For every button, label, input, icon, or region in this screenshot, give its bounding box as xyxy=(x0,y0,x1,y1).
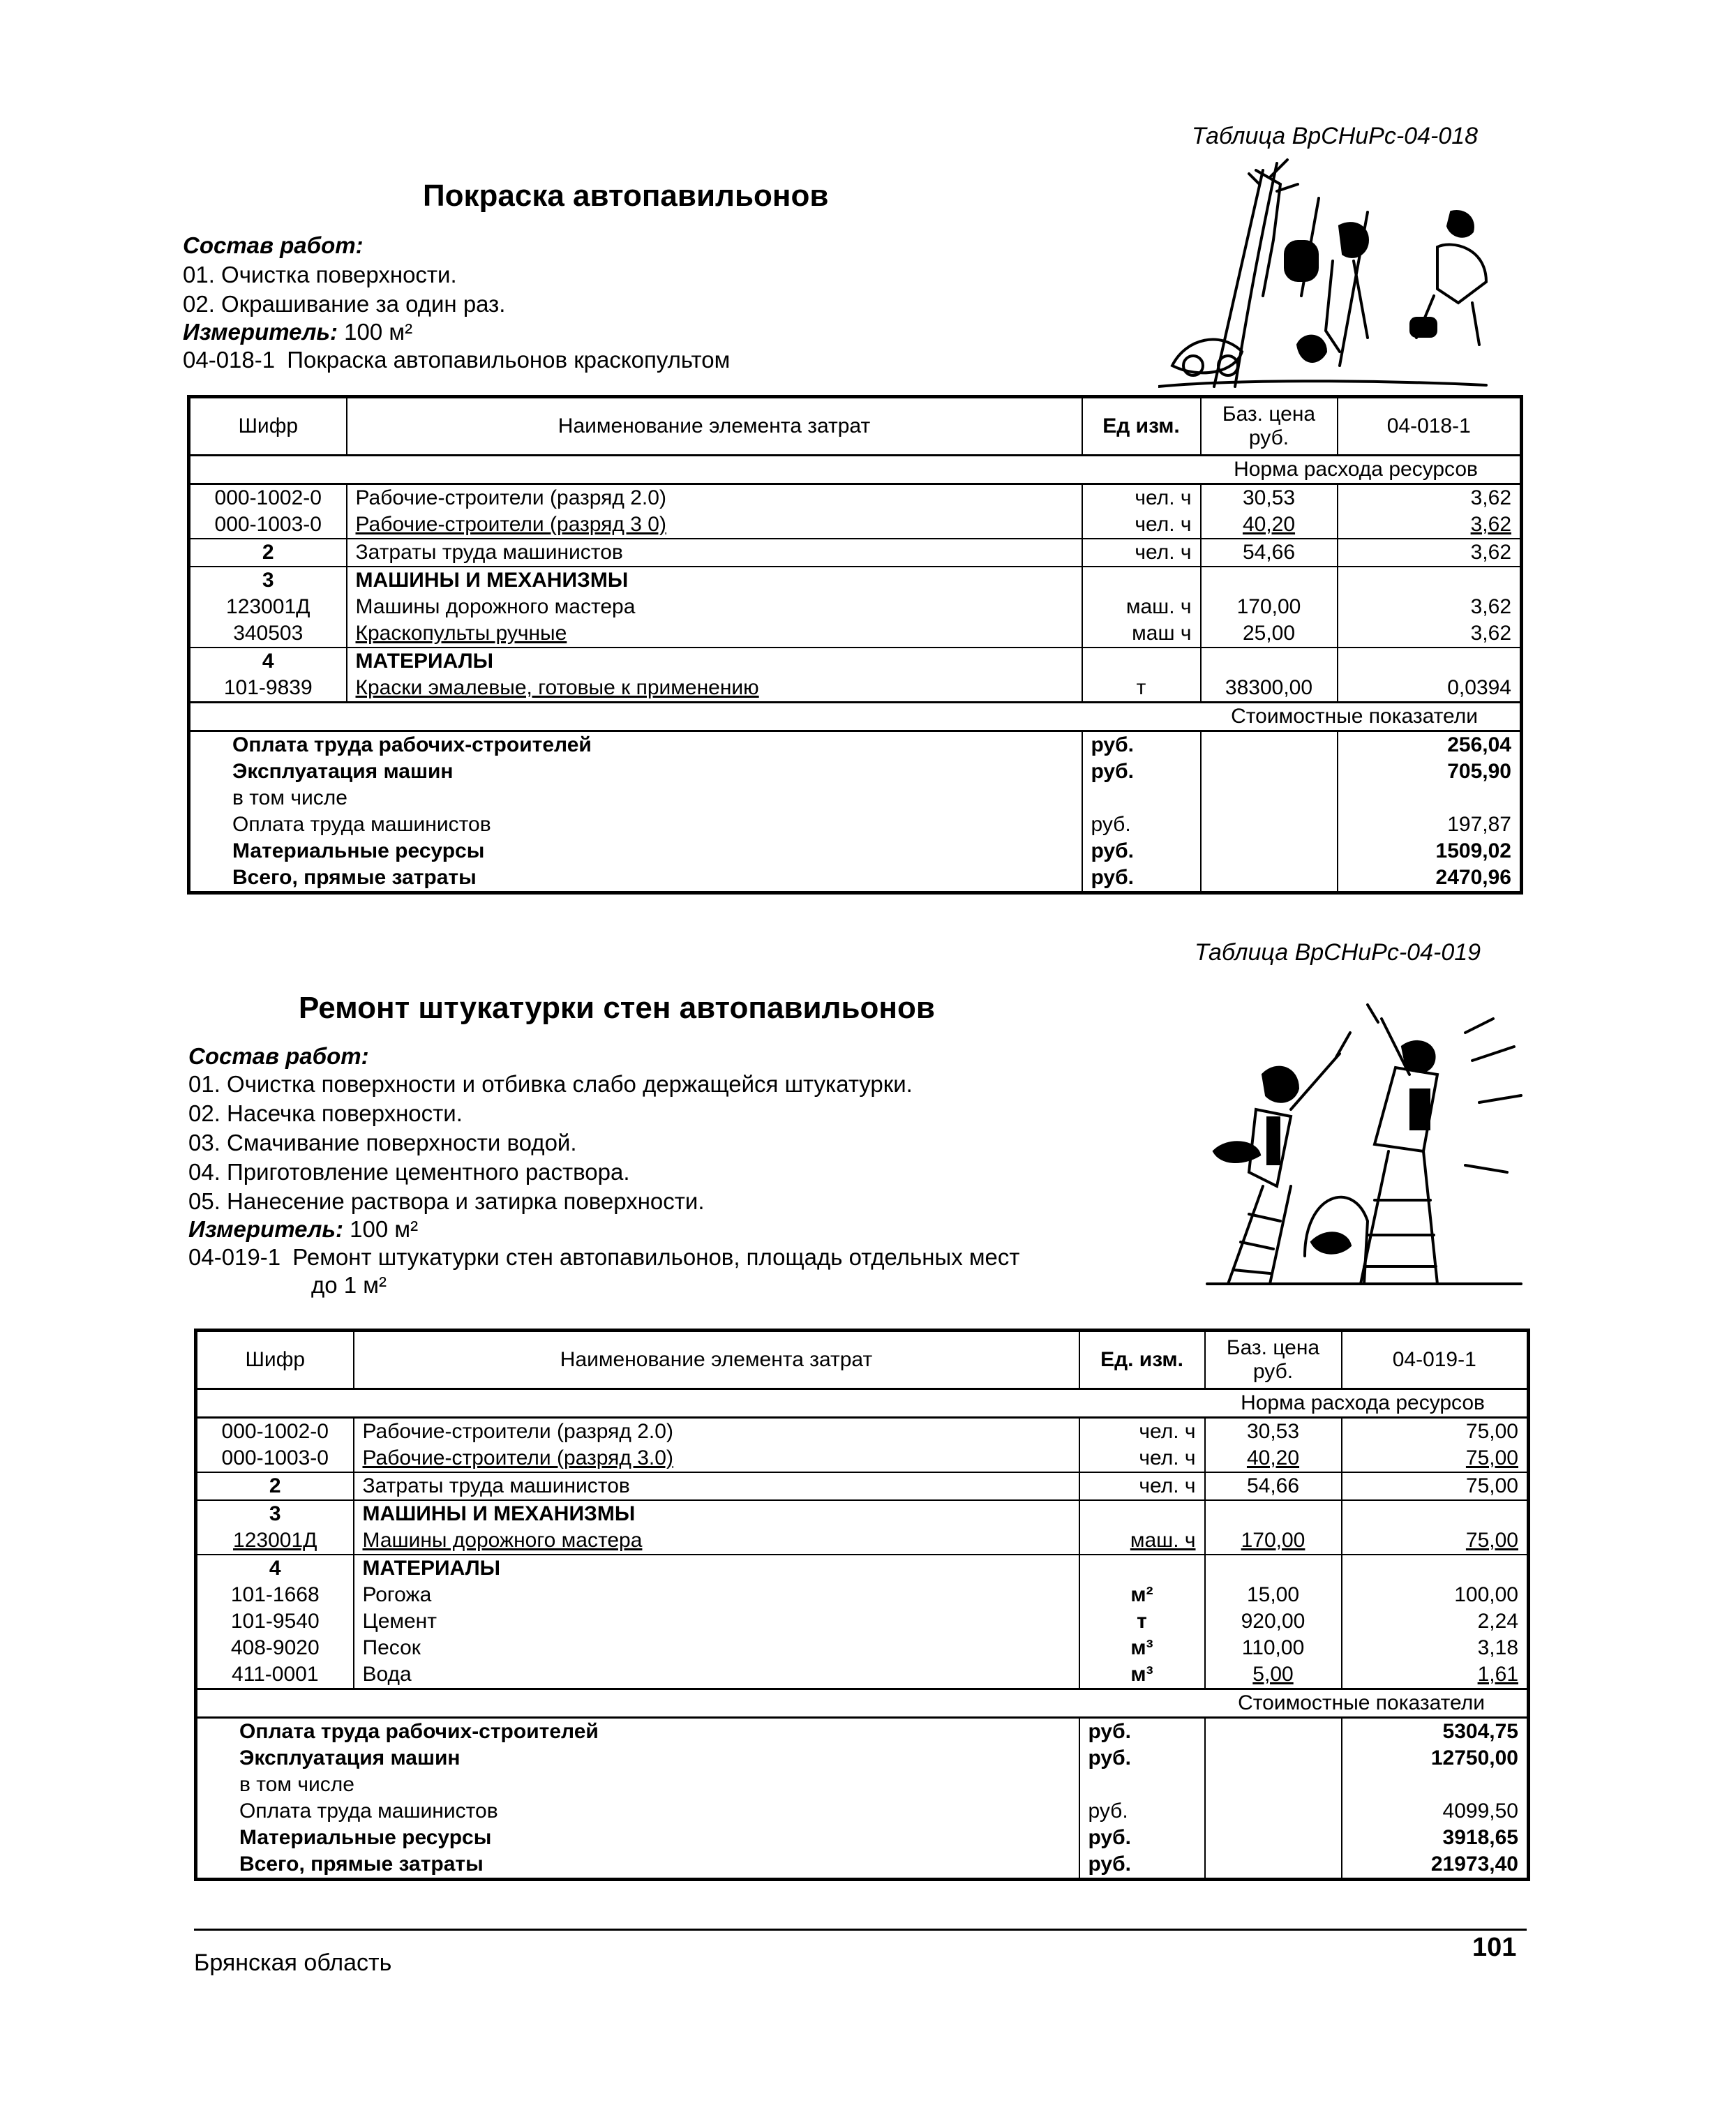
row-name: Рогожа xyxy=(354,1582,1079,1608)
table-row xyxy=(196,1472,1529,1500)
row-name: Краски эмалевые, готовые к применению xyxy=(347,675,1082,703)
header-price: Баз. цена руб. xyxy=(1205,1331,1342,1389)
row-norm: 75,00 xyxy=(1342,1418,1529,1446)
row-code: 123001Д xyxy=(196,1527,354,1555)
row-unit: маш. ч xyxy=(1079,1527,1205,1555)
painters-illustration xyxy=(1158,156,1493,394)
header-code: Шифр xyxy=(189,397,347,456)
norm-header: Норма расхода ресурсов xyxy=(196,1389,1529,1418)
row-norm xyxy=(1338,567,1522,594)
summary-row xyxy=(196,1772,1529,1798)
summary-row xyxy=(189,785,1522,811)
row-code: 4 xyxy=(189,648,347,675)
header-unit: Ед. изм. xyxy=(1079,1331,1205,1389)
row-unit: маш. ч xyxy=(1082,594,1201,620)
footer-region: Брянская область xyxy=(194,1950,392,1976)
row-price: 38300,00 xyxy=(1201,675,1338,703)
row-norm: 100,00 xyxy=(1342,1582,1529,1608)
row-code: 123001Д xyxy=(189,594,347,620)
summary-value: 705,90 xyxy=(1338,758,1522,785)
row-code: 101-1668 xyxy=(196,1582,354,1608)
row-unit: т xyxy=(1079,1608,1205,1635)
header-name: Наименование элемента затрат xyxy=(354,1331,1079,1389)
summary-row xyxy=(189,865,1522,893)
summary-label: в том числе xyxy=(196,1772,1079,1798)
summary-unit: руб. xyxy=(1082,838,1201,865)
summary-value xyxy=(1338,785,1522,811)
row-name: МАТЕРИАЛЫ xyxy=(354,1555,1079,1582)
summary-value: 2470,96 xyxy=(1338,865,1522,893)
row-norm: 3,62 xyxy=(1338,594,1522,620)
work-item: 01. Очистка поверхности и отбивка слабо держащейся штукатурки. xyxy=(188,1071,913,1097)
table-row xyxy=(196,1418,1529,1446)
summary-value: 197,87 xyxy=(1338,811,1522,838)
table-row xyxy=(196,1445,1529,1472)
header-code: Шифр xyxy=(196,1331,354,1389)
summary-label: Всего, прямые затраты xyxy=(189,865,1082,893)
row-name: МАТЕРИАЛЫ xyxy=(347,648,1082,675)
section-title: Покраска автопавильонов xyxy=(423,179,829,213)
row-name: Вода xyxy=(354,1661,1079,1689)
row-unit: м³ xyxy=(1079,1661,1205,1689)
header-price: Баз. цена руб. xyxy=(1201,397,1338,456)
measure-line xyxy=(188,1215,418,1243)
summary-row xyxy=(196,1798,1529,1825)
row-name: МАШИНЫ И МЕХАНИЗМЫ xyxy=(354,1500,1079,1527)
row-unit xyxy=(1082,567,1201,594)
row-code: 2 xyxy=(196,1472,354,1500)
row-code: 2 xyxy=(189,539,347,567)
row-price xyxy=(1205,1555,1342,1582)
work-item: 03. Смачивание поверхности водой. xyxy=(188,1130,577,1155)
summary-row xyxy=(196,1718,1529,1746)
row-norm xyxy=(1342,1500,1529,1527)
table-row xyxy=(196,1582,1529,1608)
row-price: 170,00 xyxy=(1201,594,1338,620)
row-code: 411-0001 xyxy=(196,1661,354,1689)
cost-header: Стоимостные показатели xyxy=(196,1689,1529,1718)
row-unit xyxy=(1079,1500,1205,1527)
item-line xyxy=(188,1243,1020,1271)
row-price: 40,20 xyxy=(1205,1445,1342,1472)
row-norm: 3,18 xyxy=(1342,1635,1529,1661)
summary-value: 1509,02 xyxy=(1338,838,1522,865)
table-row xyxy=(196,1555,1529,1582)
row-price: 15,00 xyxy=(1205,1582,1342,1608)
row-unit xyxy=(1079,1555,1205,1582)
summary-unit xyxy=(1082,785,1201,811)
summary-row xyxy=(189,731,1522,759)
row-name: Машины дорожного мастера xyxy=(347,594,1082,620)
row-unit: чел. ч xyxy=(1079,1445,1205,1472)
resource-table xyxy=(194,1329,1530,1881)
row-unit xyxy=(1082,648,1201,675)
header-column: 04-018-1 xyxy=(1338,397,1522,456)
summary-label: Эксплуатация машин xyxy=(196,1745,1079,1772)
measure-label: Измеритель: xyxy=(183,319,338,345)
row-name: Рабочие-строители (разряд 2.0) xyxy=(354,1418,1079,1446)
summary-value xyxy=(1342,1772,1529,1798)
summary-row xyxy=(189,758,1522,785)
summary-unit: руб. xyxy=(1082,731,1201,759)
table-row xyxy=(189,648,1522,675)
row-price xyxy=(1205,1500,1342,1527)
composition-label: Состав работ: xyxy=(183,232,364,258)
row-code: 000-1003-0 xyxy=(196,1445,354,1472)
row-code: 101-9839 xyxy=(189,675,347,703)
plasterers-illustration xyxy=(1200,991,1528,1291)
work-item: 05. Нанесение раствора и затирка поверхности. xyxy=(188,1188,705,1214)
row-norm: 0,0394 xyxy=(1338,675,1522,703)
row-price: 5,00 xyxy=(1205,1661,1342,1689)
table-row xyxy=(189,539,1522,567)
row-price: 110,00 xyxy=(1205,1635,1342,1661)
row-price: 30,53 xyxy=(1205,1418,1342,1446)
row-code: 000-1002-0 xyxy=(196,1418,354,1446)
row-unit: чел. ч xyxy=(1082,484,1201,512)
row-price: 30,53 xyxy=(1201,484,1338,512)
row-code: 3 xyxy=(189,567,347,594)
row-price: 54,66 xyxy=(1205,1472,1342,1500)
row-name: Затраты труда машинистов xyxy=(347,539,1082,567)
table-row xyxy=(189,594,1522,620)
row-norm: 3,62 xyxy=(1338,539,1522,567)
row-name: Машины дорожного мастера xyxy=(354,1527,1079,1555)
header-name: Наименование элемента затрат xyxy=(347,397,1082,456)
table-row xyxy=(189,675,1522,703)
header-unit: Ед изм. xyxy=(1082,397,1201,456)
summary-row xyxy=(189,811,1522,838)
summary-label: Оплата труда рабочих-строителей xyxy=(196,1718,1079,1746)
row-name: Песок xyxy=(354,1635,1079,1661)
summary-value: 4099,50 xyxy=(1342,1798,1529,1825)
table-row xyxy=(189,484,1522,512)
summary-label: Всего, прямые затраты xyxy=(196,1851,1079,1880)
row-price: 25,00 xyxy=(1201,620,1338,648)
table-row xyxy=(196,1635,1529,1661)
table-row xyxy=(189,511,1522,539)
composition-label: Состав работ: xyxy=(188,1043,369,1069)
measure-value: 100 м² xyxy=(350,1216,419,1242)
row-code: 000-1003-0 xyxy=(189,511,347,539)
summary-unit: руб. xyxy=(1079,1798,1205,1825)
row-code: 3 xyxy=(196,1500,354,1527)
page-number: 101 xyxy=(1472,1933,1517,1962)
table-row xyxy=(196,1661,1529,1689)
row-price xyxy=(1201,648,1338,675)
row-norm: 3,62 xyxy=(1338,620,1522,648)
table-number: Таблица ВрСНиРс-04-018 xyxy=(1192,123,1479,149)
row-norm: 75,00 xyxy=(1342,1445,1529,1472)
row-unit: чел. ч xyxy=(1082,511,1201,539)
table-row xyxy=(196,1608,1529,1635)
row-unit: м² xyxy=(1079,1582,1205,1608)
row-unit: чел. ч xyxy=(1079,1472,1205,1500)
row-code: 000-1002-0 xyxy=(189,484,347,512)
item-description-cont: до 1 м² xyxy=(311,1272,387,1298)
cost-header: Стоимостные показатели xyxy=(189,703,1522,731)
summary-unit xyxy=(1079,1772,1205,1798)
row-unit: м³ xyxy=(1079,1635,1205,1661)
row-norm: 75,00 xyxy=(1342,1472,1529,1500)
item-line xyxy=(183,346,730,374)
section-title: Ремонт штукатурки стен автопавильонов xyxy=(299,991,935,1025)
row-norm: 3,62 xyxy=(1338,484,1522,512)
summary-unit: руб. xyxy=(1082,758,1201,785)
work-item: 02. Насечка поверхности. xyxy=(188,1100,463,1126)
summary-value: 5304,75 xyxy=(1342,1718,1529,1746)
work-item: 02. Окрашивание за один раз. xyxy=(183,291,506,317)
row-name: Рабочие-строители (разряд 3 0) xyxy=(347,511,1082,539)
item-description: Ремонт штукатурки стен автопавильонов, площадь отдельных мест xyxy=(292,1244,1020,1270)
work-item: 01. Очистка поверхности. xyxy=(183,262,457,287)
row-unit: чел. ч xyxy=(1082,539,1201,567)
row-unit: маш ч xyxy=(1082,620,1201,648)
summary-unit: руб. xyxy=(1079,1851,1205,1880)
resource-table xyxy=(187,395,1523,895)
summary-label: Оплата труда рабочих-строителей xyxy=(189,731,1082,759)
row-code: 101-9540 xyxy=(196,1608,354,1635)
summary-unit: руб. xyxy=(1079,1718,1205,1746)
summary-row xyxy=(196,1745,1529,1772)
footer-rule xyxy=(194,1929,1527,1931)
table-number: Таблица ВрСНиРс-04-019 xyxy=(1195,939,1481,966)
summary-unit: руб. xyxy=(1082,865,1201,893)
row-norm: 3,62 xyxy=(1338,511,1522,539)
summary-row xyxy=(189,838,1522,865)
summary-label: Оплата труда машинистов xyxy=(196,1798,1079,1825)
row-name: МАШИНЫ И МЕХАНИЗМЫ xyxy=(347,567,1082,594)
summary-value: 12750,00 xyxy=(1342,1745,1529,1772)
row-norm xyxy=(1338,648,1522,675)
summary-value: 3918,65 xyxy=(1342,1825,1529,1851)
work-item: 04. Приготовление цементного раствора. xyxy=(188,1159,630,1185)
row-unit: чел. ч xyxy=(1079,1418,1205,1446)
measure-value: 100 м² xyxy=(344,319,413,345)
summary-label: в том числе xyxy=(189,785,1082,811)
summary-unit: руб. xyxy=(1079,1745,1205,1772)
summary-label: Эксплуатация машин xyxy=(189,758,1082,785)
row-price: 54,66 xyxy=(1201,539,1338,567)
table-row xyxy=(189,567,1522,594)
summary-value: 21973,40 xyxy=(1342,1851,1529,1880)
summary-unit: руб. xyxy=(1082,811,1201,838)
header-column: 04-019-1 xyxy=(1342,1331,1529,1389)
row-name: Цемент xyxy=(354,1608,1079,1635)
row-price: 920,00 xyxy=(1205,1608,1342,1635)
summary-value: 256,04 xyxy=(1338,731,1522,759)
row-name: Краскопульты ручные xyxy=(347,620,1082,648)
row-norm: 1,61 xyxy=(1342,1661,1529,1689)
summary-unit: руб. xyxy=(1079,1825,1205,1851)
item-code: 04-018-1 xyxy=(183,347,276,373)
summary-label: Оплата труда машинистов xyxy=(189,811,1082,838)
item-description: Покраска автопавильонов краскопультом xyxy=(287,347,731,373)
row-code: 4 xyxy=(196,1555,354,1582)
row-norm: 75,00 xyxy=(1342,1527,1529,1555)
summary-row xyxy=(196,1825,1529,1851)
norm-header: Норма расхода ресурсов xyxy=(189,456,1522,484)
row-name: Затраты труда машинистов xyxy=(354,1472,1079,1500)
summary-label: Материальные ресурсы xyxy=(189,838,1082,865)
table-row xyxy=(196,1500,1529,1527)
row-price: 40,20 xyxy=(1201,511,1338,539)
row-name: Рабочие-строители (разряд 3.0) xyxy=(354,1445,1079,1472)
row-price xyxy=(1201,567,1338,594)
row-code: 408-9020 xyxy=(196,1635,354,1661)
summary-row xyxy=(196,1851,1529,1880)
measure-line xyxy=(183,318,412,346)
row-unit: т xyxy=(1082,675,1201,703)
item-code: 04-019-1 xyxy=(188,1244,281,1270)
summary-label: Материальные ресурсы xyxy=(196,1825,1079,1851)
table-row xyxy=(189,620,1522,648)
table-row xyxy=(196,1527,1529,1555)
row-price: 170,00 xyxy=(1205,1527,1342,1555)
row-code: 340503 xyxy=(189,620,347,648)
row-norm xyxy=(1342,1555,1529,1582)
row-name: Рабочие-строители (разряд 2.0) xyxy=(347,484,1082,512)
measure-label: Измеритель: xyxy=(188,1216,343,1242)
row-norm: 2,24 xyxy=(1342,1608,1529,1635)
